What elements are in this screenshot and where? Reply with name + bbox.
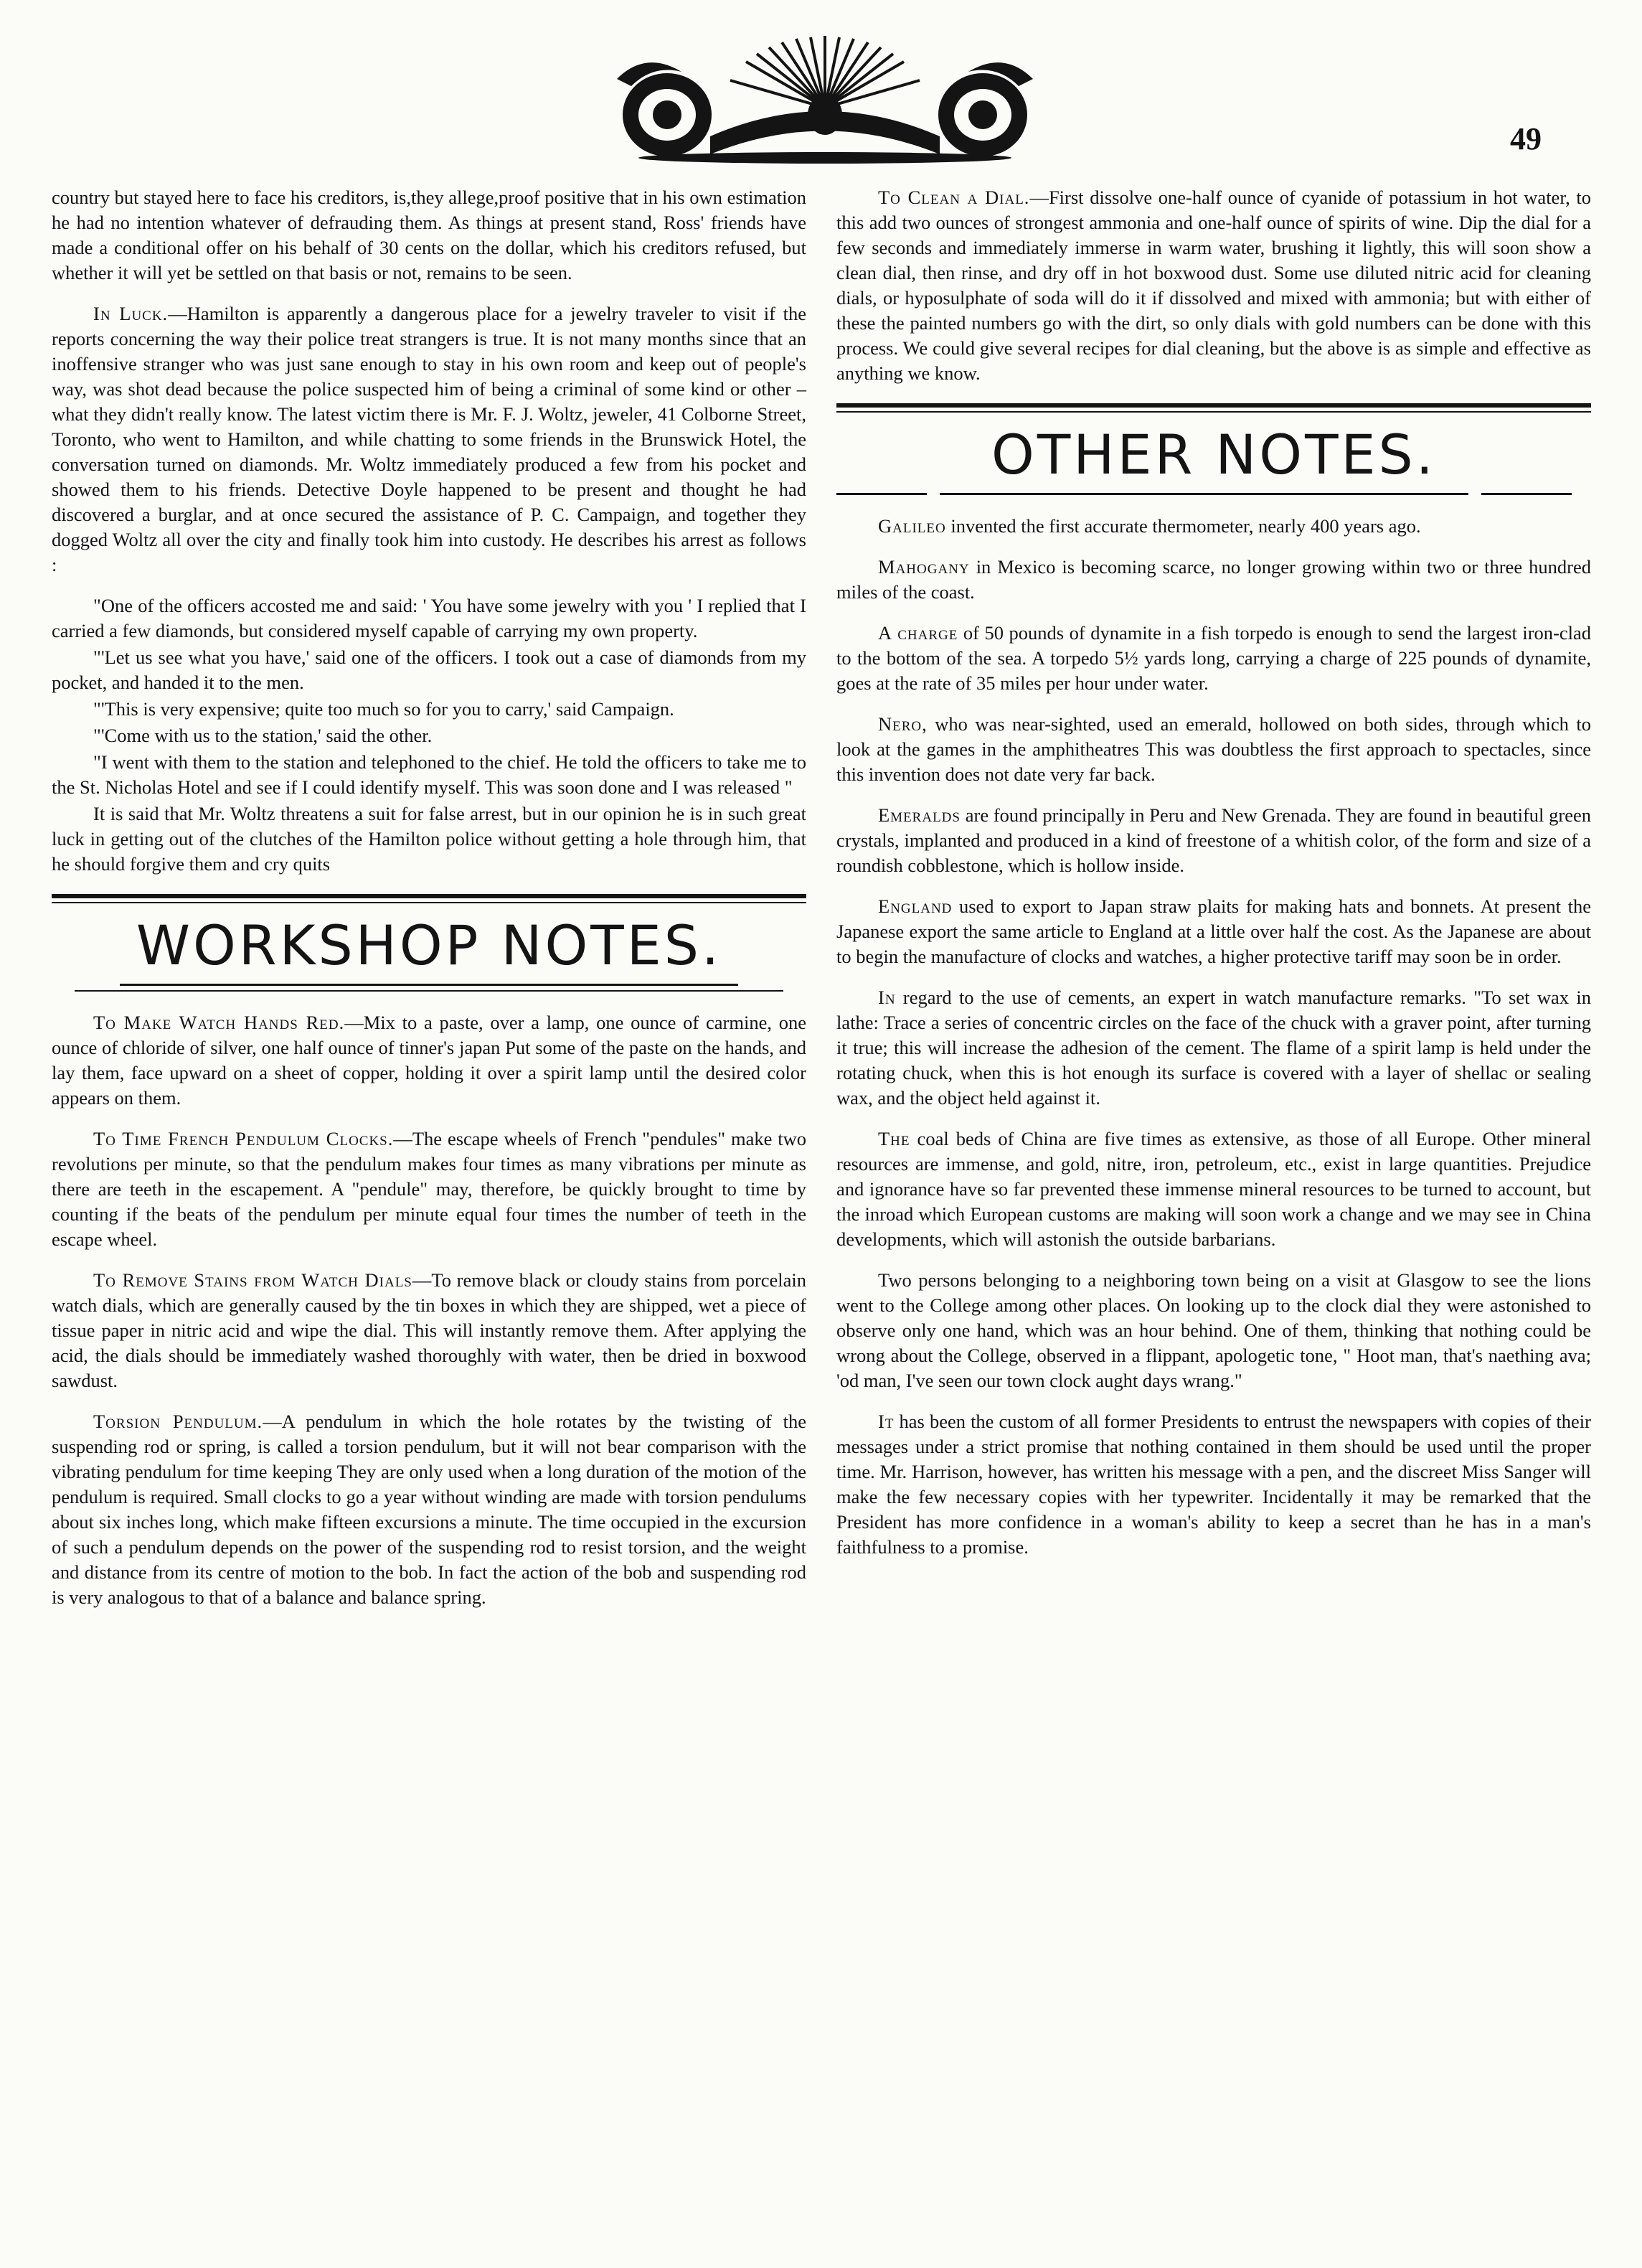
right-column <box>836 185 1591 1576</box>
divider <box>836 411 1591 413</box>
note-lead: Galileo <box>878 515 946 537</box>
note-text: —To remove black or cloudy stains from porcelain watch dials, which are generally caused by the tin boxes in which they are shipped, wet a piece of tissue paper in nitric acid and wipe the dial. This will instantly remove them. After applying the acid, the dials should be immediately washed thoroughly with water, then be dried in boxwood sawdust. <box>52 1269 806 1391</box>
quote-paragraph: "One of the officers accosted me and said: ' You have some jewelry with you ' I replied that I carried a few diamonds, but considered myself capable of carrying my own property. <box>52 595 806 641</box>
masthead-logo <box>603 29 1047 172</box>
section-title: OTHER NOTES. <box>991 423 1436 486</box>
article-in-luck <box>52 301 806 578</box>
divider <box>52 894 806 898</box>
other-note <box>836 1126 1591 1252</box>
workshop-note <box>52 1268 806 1393</box>
note-lead: It <box>878 1411 895 1432</box>
workshop-note <box>52 1409 806 1610</box>
divider <box>836 493 1591 495</box>
paragraph: country but stayed here to face his creditors, is,they allege,proof positive that in his own estimation he had no intention whatever of defrauding them. As things at present stand, Ross' friends have made a conditional offer on his behalf of 30 cents on the dollar, which his creditors refused, but whether it will yet be settled on that basis or not, remains to be seen. <box>52 187 806 283</box>
divider <box>836 403 1591 408</box>
other-note <box>836 1409 1591 1560</box>
other-note <box>836 803 1591 878</box>
note-text: in Mexico is becoming scarce, no longer growing within two or three hundred miles of the coast. <box>836 556 1591 603</box>
note-lead: A charge <box>878 622 958 644</box>
other-note <box>836 712 1591 787</box>
quote-paragraph: "'Let us see what you have,' said one of the officers. I took out a case of diamonds from my pocket, and handed it to the men. <box>52 646 806 693</box>
note-lead: The <box>878 1128 910 1149</box>
left-column <box>52 185 806 1626</box>
sunburst-ornament-icon <box>603 29 1047 172</box>
quote-paragraph: "'This is very expensive; quite too much so for you to carry,' said Campaign. <box>93 698 674 720</box>
note-lead: Torsion Pendulum. <box>93 1411 263 1432</box>
note-lead: Emeralds <box>878 804 961 826</box>
note-text: regard to the use of cements, an expert in watch manufacture remarks. "To set wax in lathe: Trace a series of concentric circles on the face of the chuck with a graver point, after turning it true; this will increase the adhesion of the cement. The flame of a spirit lamp is held under the rotating chuck, when this is hot enough its surface is covered with a layer of shellac or sealing wax, and the object held against it. <box>836 987 1591 1109</box>
article-lead: To Clean a Dial. <box>878 187 1030 208</box>
divider <box>75 990 784 992</box>
divider <box>120 984 739 986</box>
note-text: has been the custom of all former Presidents to entrust the newspapers with copies of their messages under a strict promise that nothing contained in them should be used until the proper time. Mr. Harrison, however, has written his message with a pen, and the discreet Miss Sanger will make the few necessary copies with her typewriter. Incidentally it may be remarked that the President has more confidence in a woman's ability to keep a secret than he has in a man's faithfulness to a promise. <box>836 1411 1591 1558</box>
article-text: —First dissolve one-half ounce of cyanide of potassium in hot water, to this add two ounces of strongest ammonia and one-half ounce of spirits of wine. Dip the dial for a few seconds and immediately immerse in warm water, brushing it lightly, this will soon show a clean dial, then rinse, and dry off in hot boxwood dust. Some use diluted nitric acid for cleaning dials, or hyposulphate of soda will do it if dissolved and mixed with ammonia; but with either of these the painted numbers go with the dirt, so only dials with gold numbers can be done with this process. We could give several recipes for dial cleaning, but the above is as simple and effective as anything we know. <box>836 187 1591 384</box>
note-text: —Mix to a paste, over a lamp, one ounce of carmine, one ounce of chloride of silver, one half ounce of tinner's japan Put some of the paste on the hands, and lay them, face upward on a sheet of copper, holding it over a spirit lamp until the desired color appears on them. <box>52 1012 807 1109</box>
note-lead: To Make Watch Hands Red. <box>93 1012 345 1033</box>
quote-paragraph: "I went with them to the station and telephoned to the chief. He told the officers to take me to the St. Nicholas Hotel and see if I could identify myself. This was soon done and I was released " <box>52 751 806 798</box>
other-note <box>836 1268 1591 1393</box>
quote-paragraph: "'Come with us to the station,' said the other. <box>93 725 433 746</box>
other-note <box>836 621 1591 696</box>
note-lead: To Time French Pendulum Clocks. <box>93 1128 394 1149</box>
note-text: who was near-sighted, used an emerald, hollowed on both sides, through which to look at the games in the amphitheatres This was doubtless the first approach to spectacles, since this invention does not date very far back. <box>836 713 1591 785</box>
note-lead: Mahogany <box>878 556 970 578</box>
section-title: WORKSHOP NOTES. <box>136 913 722 977</box>
article-clean-dial <box>836 185 1591 386</box>
other-note <box>836 555 1591 605</box>
quote-paragraph: It is said that Mr. Woltz threatens a suit for false arrest, but in our opinion he is in such great luck in getting out of the clutches of the Hamilton police without getting a hole through him, that he should forgive them and cry quits <box>52 803 806 875</box>
divider <box>52 902 806 903</box>
note-text: invented the first accurate thermometer, nearly 400 years ago. <box>945 515 1421 537</box>
note-lead: Nero, <box>878 713 928 735</box>
note-text: —A pendulum in which the hole rotates by the twisting of the suspending rod or spring, is called a torsion pendulum, but it will not bear comparison with the vibrating pendulum for time keeping They are only used when a long duration of the motion of the pendulum is required. Small clocks to go a year without winding are made with torsion pendulums about six inches long, which make fifteen excursions a minute. The time occupied in the excursion of such a pendulum depends on the power of the suspending rod to resist torsion, and the weight and distance from its centre of motion to the bob. In fact the action of the bob and suspending rod is very analogous to that of a balance and balance spring. <box>52 1411 806 1608</box>
note-text: coal beds of China are five times as extensive, as those of all Europe. Other mineral resources are immense, and gold, nitre, iron, petroleum, etc., exist in large quantities. Prejudice and ignorance have so far prevented these immense mineral resources to be turned to account, but the inroad which European customs are making will soon work a change and we may see in China developments, which will astonish the outside barbarians. <box>836 1128 1591 1250</box>
workshop-note <box>52 1010 806 1111</box>
note-text: —The escape wheels of French "pendules" make two revolutions per minute, so that the pendulum makes four times as many vibrations per minute as there are teeth in the escapement. A "pendule" may, therefore, be quickly brought to time by counting if the beats of the pendulum per minute equal four times the number of teeth in the escape wheel. <box>52 1128 806 1250</box>
note-text: are found principally in Peru and New Grenada. They are found in beautiful green crystals, implanted and produced in a kind of freestone of a whitish color, of the form and size of a roundish cobblestone, which is hollow inside. <box>836 804 1591 876</box>
other-note <box>836 985 1591 1111</box>
workshop-notes-header <box>52 894 806 992</box>
other-notes-header <box>836 403 1591 495</box>
workshop-note <box>52 1126 806 1252</box>
note-lead: England <box>878 895 953 917</box>
note-text: of 50 pounds of dynamite in a fish torpedo is enough to send the largest iron-clad to the bottom of the sea. A torpedo 5½ yards long, carrying a charge of 225 pounds of dynamite, goes at the rate of 35 miles per hour under water. <box>836 622 1592 694</box>
other-note <box>836 894 1591 969</box>
page-number: 49 <box>1510 121 1542 156</box>
note-text: used to export to Japan straw plaits for making hats and bonnets. At present the Japanese export the same article to England at a little over half the cost. As the Japanese are about to begin the manufacture of clocks and watches, a higher protective tariff may soon be in order. <box>836 895 1591 967</box>
article-lead: In Luck. <box>93 303 169 324</box>
article-text: —Hamilton is apparently a dangerous place for a jewelry traveler to visit if the reports concerning the way their police treat strangers is true. It is not many months since that an inoffensive stranger who was just sane enough to stay in his own room and keep out of people's way, was shot dead because the police suspected him of being a criminal of some kind or other – what they didn't really know. The latest victim there is Mr. F. J. Woltz, jeweler, 41 Colborne Street, Toronto, who went to Hamilton, and while chatting to some friends in the Brunswick Hotel, the conversation turned on diamonds. Mr. Woltz immediately produced a few from his pocket and showed them to his friends. Detective Doyle happened to be present and thought he had discovered a burglar, and at once secured the assistance of P. C. Campaign, and together they dogged Woltz all over the city and finally took him into custody. He describes his arrest as follows : <box>52 303 806 575</box>
note-lead: To Remove Stains from Watch Dials <box>93 1269 412 1291</box>
note-lead: In <box>878 987 896 1008</box>
note-text: Two persons belonging to a neighboring town being on a visit at Glasgow to see the lions went to the College among other places. On looking up to the clock dial they were astonished to observe only one hand, which was an hour behind. One of them, thinking that nothing could be wrong about the College, observed in a flippant, apologetic tone, " Hoot man, that's naething ava; 'od man, I've seen our town clock aught days wrang." <box>836 1269 1591 1391</box>
other-note <box>836 514 1591 539</box>
